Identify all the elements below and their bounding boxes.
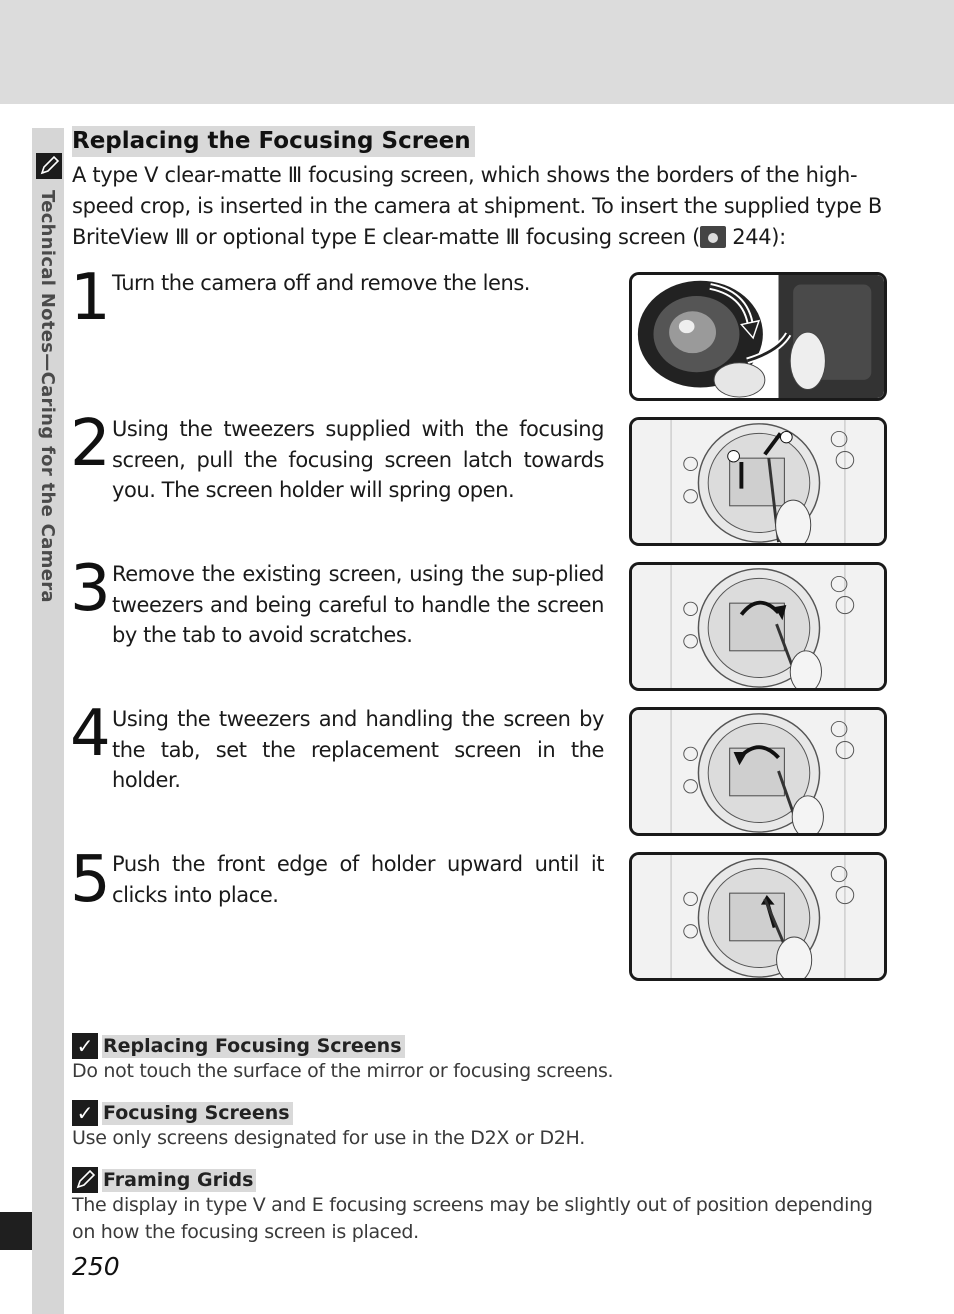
remove-screen-illustration	[629, 562, 887, 691]
step-text: Turn the camera off and remove the lens.	[112, 271, 531, 295]
intro-reference: 244):	[725, 225, 786, 249]
chapter-tab	[0, 1212, 32, 1250]
step-text: Using the tweezers supplied with the focusing screen, pull the focusing screen latch towards you. The screen holder will spring open.	[112, 417, 604, 502]
open-holder-illustration	[629, 417, 887, 546]
page-number: 250	[72, 1252, 120, 1281]
step-number: 3	[70, 552, 107, 626]
page-reference-icon	[700, 226, 726, 248]
pencil-note-icon	[72, 1167, 98, 1193]
note-heading: Replacing Focusing Screens	[102, 1035, 405, 1058]
section-title: Replacing the Focusing Screen	[72, 126, 475, 157]
note-title	[72, 1167, 256, 1193]
note-body: Use only screens designated for use in the D2X or D2H.	[72, 1127, 585, 1149]
intro-text: A type V clear-matte Ⅲ focusing screen, which shows the borders of the high-speed crop, is inserted in the camera at shipment. To insert the supplied type B BriteView Ⅲ or optional type E clear-matte Ⅲ focusing screen (	[72, 163, 882, 249]
note-title	[72, 1033, 405, 1059]
close-holder-illustration	[629, 852, 887, 981]
note-body: Do not touch the surface of the mirror or focusing screens.	[72, 1060, 614, 1082]
step-text: Push the front edge of holder upward until it clicks into place.	[112, 852, 604, 907]
note-body: The display in type V and E focusing screens may be slightly out of position depending on how the focusing screen is placed.	[72, 1194, 873, 1243]
chapter-label: Technical Notes—Caring for the Camera	[37, 190, 58, 603]
step-text: Using the tweezers and handling the screen by the tab, set the replacement screen in the holder.	[112, 707, 604, 792]
note-heading: Focusing Screens	[102, 1102, 293, 1125]
caution-check-icon: ✓	[72, 1100, 98, 1126]
note-heading: Framing Grids	[102, 1169, 256, 1192]
insert-screen-illustration	[629, 707, 887, 836]
step-number: 2	[70, 407, 107, 481]
pencil-note-icon	[36, 153, 62, 179]
header-bar	[0, 0, 954, 104]
step-number: 4	[70, 697, 107, 771]
step-number: 5	[70, 843, 107, 917]
step-text: Remove the existing screen, using the sup-plied tweezers and being careful to handle the screen by the tab to avoid scratches.	[112, 562, 604, 647]
caution-check-icon: ✓	[72, 1033, 98, 1059]
note-title	[72, 1100, 293, 1126]
intro-paragraph	[72, 160, 898, 253]
step-number: 1	[70, 261, 107, 335]
remove-lens-illustration	[629, 272, 887, 401]
